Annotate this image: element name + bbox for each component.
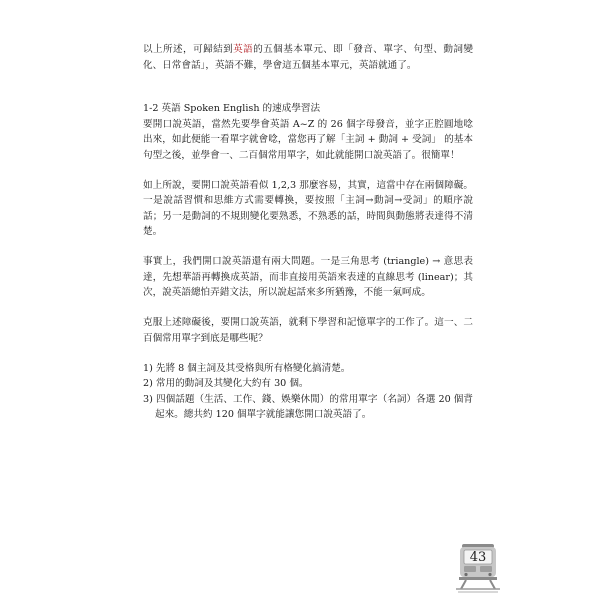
numbered-list — [143, 361, 473, 423]
body-paragraph-2: 如上所說，要開口說英語看似 1,2,3 那麼容易，其實，這當中存在兩個障礙。一是說話習慣和思維方式需要轉換，要按照「主詞→動詞→受詞」的順序說話；另一是動詞的不規則變化要熟悉，不熟悉的話，時間與動態將表達得不清楚。 — [143, 179, 473, 237]
list-item-2: 2) 常用的動詞及其變化大約有 30 個。 — [143, 378, 309, 389]
body-paragraph-1: 要開口說英語，當然先要學會英語 A~Z 的 26 個字母發音，並字正腔圓地唸出來，如此便能一看單字就會唸，當您再了解「主詞 + 動詞 + 受詞」 的基本句型之後，並學會一、二百個常用單字，如此就能開口說英語了。很簡單！ — [143, 118, 473, 161]
highlighted-term: 英語 — [233, 44, 254, 55]
intro-text-prefix: 以上所述，可歸結到 — [143, 44, 234, 55]
list-item-1: 1) 先將 8 個主詞及其受格與所有格變化搞清楚。 — [143, 362, 351, 374]
intro-paragraph — [143, 42, 473, 73]
body-paragraph-3: 事實上，我們開口說英語還有兩大問題。一是三角思考 (triangle) → 意思表達，先想華語再轉換成英語，而非直接用英語來表達的直線思考 (linear)；其次，說英語總怕弄錯文法，所以說起話來多所猶豫，不能一氣呵成。 — [143, 256, 473, 298]
section-heading: 1-2 英語 Spoken English 的速成學習法 — [143, 103, 321, 114]
body-paragraph-4: 克服上述障礙後，要開口說英語，就剩下學習和記憶單字的工作了。這一、二百個常用單字到底是哪些呢？ — [143, 317, 473, 344]
page-number: 43 — [469, 550, 487, 565]
intro-text-suffix: 的五個基本單元、即「發音、單字、句型、動詞變化、日常會話」，英語不難，學會這五個基本單元，英語就通了。 — [143, 44, 474, 71]
page-content — [143, 42, 473, 423]
list-item-3: 3) 四個話題（生活、工作、錢、娛樂休閒）的常用單字（名詞）各選 20 個背起來。總共約 120 個單字就能讓您開口說英語了。 — [143, 393, 473, 420]
